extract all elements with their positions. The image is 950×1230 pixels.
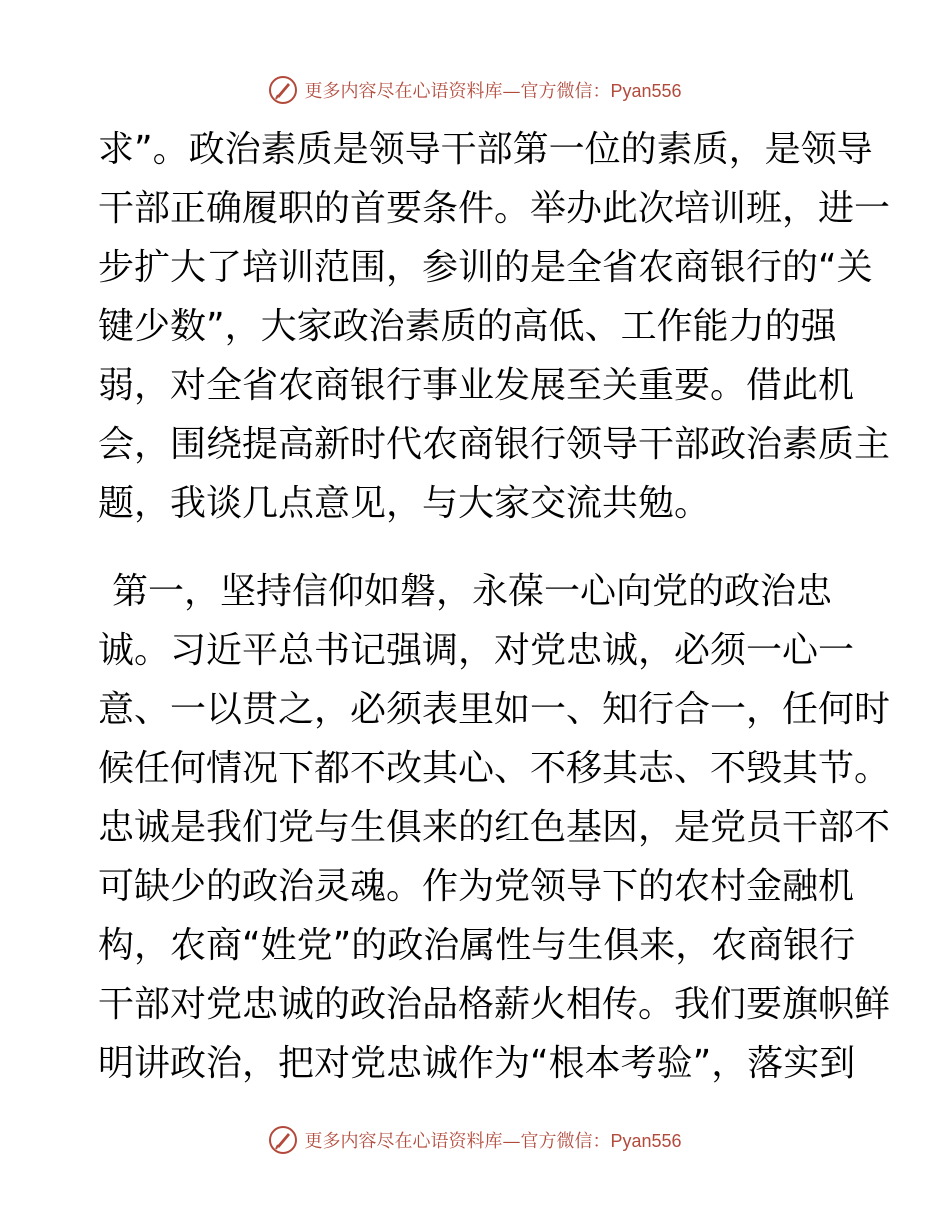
text-line: 求”。政治素质是领导干部第一位的素质，是领导	[98, 129, 873, 170]
quill-pen-logo-icon	[268, 1125, 298, 1155]
text-line: 明讲政治，把对党忠诚作为“根本考验”，落实到	[98, 1043, 856, 1084]
paragraph-2	[98, 562, 891, 1093]
paragraph-spacer	[98, 533, 858, 562]
text-line: 题，我谈几点意见，与大家交流共勉。	[98, 483, 711, 524]
paragraph-1	[98, 120, 891, 533]
text-line: 干部正确履职的首要条件。举办此次培训班，进一	[98, 188, 891, 229]
watermark-text: 更多内容尽在心语资料库—官方微信：Pyan556	[304, 1131, 682, 1152]
watermark-text: 更多内容尽在心语资料库—官方微信：Pyan556	[304, 81, 682, 102]
text-line: 会，围绕提高新时代农商银行领导干部政治素质主	[98, 424, 891, 465]
text-line: 候任何情况下都不改其心、不移其志、不毁其节。	[98, 748, 891, 789]
footer-watermark	[0, 1123, 950, 1157]
text-line: 弱，对全省农商银行事业发展至关重要。借此机	[98, 365, 855, 406]
header-watermark	[0, 73, 950, 107]
text-line: 诚。习近平总书记强调，对党忠诚，必须一心一	[98, 630, 855, 671]
text-line: 键少数”，大家政治素质的高低、工作能力的强	[98, 306, 837, 347]
text-line: 忠诚是我们党与生俱来的红色基因，是党员干部不	[98, 807, 891, 848]
quill-pen-logo-icon	[268, 75, 298, 105]
text-line: 第一，坚持信仰如磐，永葆一心向党的政治忠	[112, 571, 833, 612]
body-text	[98, 120, 891, 1093]
text-line: 构，农商“姓党”的政治属性与生俱来，农商银行	[98, 925, 856, 966]
text-line: 步扩大了培训范围，参训的是全省农商银行的“关	[98, 247, 873, 288]
text-line: 意、一以贯之，必须表里如一、知行合一，任何时	[98, 689, 891, 730]
text-line: 干部对党忠诚的政治品格薪火相传。我们要旗帜鲜	[98, 984, 891, 1025]
text-line: 可缺少的政治灵魂。作为党领导下的农村金融机	[98, 866, 855, 907]
